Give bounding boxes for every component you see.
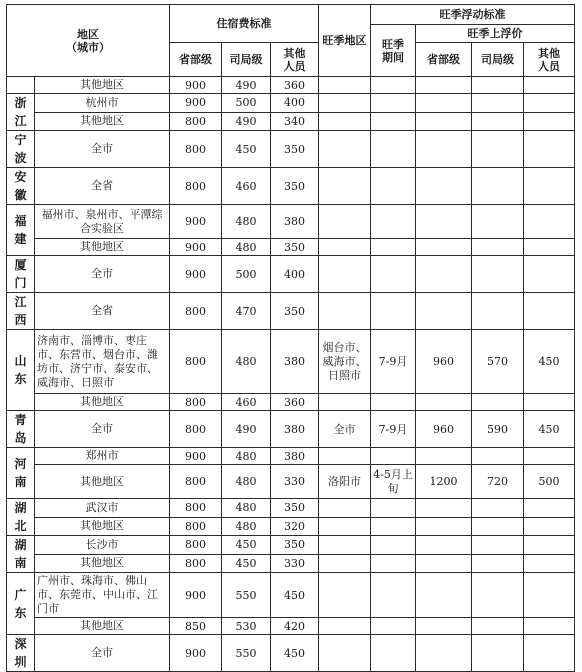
peak-other-rate xyxy=(524,94,575,113)
peak-other-rate xyxy=(524,77,575,94)
peak-region-cell xyxy=(319,394,371,411)
ministerial-rate: 800 xyxy=(170,330,222,394)
peak-ministerial-rate xyxy=(416,293,472,330)
ministerial-rate: 900 xyxy=(170,448,222,465)
other-rate: 420 xyxy=(271,618,319,635)
peak-period-cell xyxy=(371,94,416,113)
other-rate: 330 xyxy=(271,554,319,573)
ministerial-rate: 800 xyxy=(170,517,222,536)
table-row xyxy=(7,94,575,113)
other-rate: 360 xyxy=(271,394,319,411)
other-rate: 350 xyxy=(271,239,319,256)
peak-ministerial-rate xyxy=(416,635,472,672)
peak-region-cell xyxy=(319,499,371,518)
province-label: 山东 xyxy=(14,354,27,386)
peak-ministerial-rate: 960 xyxy=(416,330,472,394)
peak-period-cell xyxy=(371,635,416,672)
header-peak-col: 其他 人员 xyxy=(524,43,575,77)
ministerial-rate: 900 xyxy=(170,573,222,618)
ministerial-rate: 800 xyxy=(170,168,222,205)
peak-bureau-rate xyxy=(472,618,524,635)
area-cell: 其他地区 xyxy=(35,394,170,411)
ministerial-rate: 900 xyxy=(170,77,222,94)
bureau-rate: 530 xyxy=(222,618,271,635)
province-label: 深圳 xyxy=(14,637,27,669)
ministerial-rate: 800 xyxy=(170,131,222,168)
other-rate: 350 xyxy=(271,168,319,205)
peak-bureau-rate: 720 xyxy=(472,465,524,499)
table-row xyxy=(7,618,575,635)
peak-region-cell xyxy=(319,635,371,672)
table-row xyxy=(7,77,575,94)
ministerial-rate: 800 xyxy=(170,499,222,518)
peak-region-cell xyxy=(319,205,371,239)
peak-period-cell xyxy=(371,448,416,465)
area-cell: 长沙市 xyxy=(35,536,170,555)
province-cell xyxy=(7,330,35,411)
bureau-rate: 450 xyxy=(222,536,271,555)
area-cell: 其他地区 xyxy=(35,618,170,635)
peak-bureau-rate xyxy=(472,131,524,168)
ministerial-rate: 900 xyxy=(170,239,222,256)
peak-other-rate xyxy=(524,618,575,635)
ministerial-rate: 900 xyxy=(170,635,222,672)
bureau-rate: 490 xyxy=(222,77,271,94)
bureau-rate: 480 xyxy=(222,330,271,394)
peak-ministerial-rate xyxy=(416,239,472,256)
peak-period-cell xyxy=(371,131,416,168)
peak-other-rate: 450 xyxy=(524,411,575,448)
peak-bureau-rate xyxy=(472,168,524,205)
province-cell xyxy=(7,256,35,293)
ministerial-rate: 800 xyxy=(170,465,222,499)
other-rate: 320 xyxy=(271,517,319,536)
peak-region-cell xyxy=(319,112,371,131)
peak-ministerial-rate: 1200 xyxy=(416,465,472,499)
peak-bureau-rate: 590 xyxy=(472,411,524,448)
peak-period-cell xyxy=(371,205,416,239)
peak-ministerial-rate xyxy=(416,573,472,618)
province-label: 厦门 xyxy=(14,258,27,290)
area-cell: 全省 xyxy=(35,293,170,330)
peak-period-cell: 7-9月 xyxy=(371,411,416,448)
peak-period-cell: 4-5月上旬 xyxy=(371,465,416,499)
table-row xyxy=(7,448,575,465)
peak-other-rate xyxy=(524,573,575,618)
bureau-rate: 550 xyxy=(222,635,271,672)
peak-other-rate xyxy=(524,239,575,256)
other-rate: 380 xyxy=(271,411,319,448)
peak-period-cell xyxy=(371,573,416,618)
peak-region-cell xyxy=(319,256,371,293)
peak-ministerial-rate xyxy=(416,77,472,94)
table-body xyxy=(7,77,575,672)
peak-other-rate xyxy=(524,112,575,131)
province-cell xyxy=(7,205,35,256)
other-rate: 380 xyxy=(271,205,319,239)
peak-other-rate xyxy=(524,635,575,672)
header-peak-col: 司局级 xyxy=(472,43,524,77)
bureau-rate: 450 xyxy=(222,131,271,168)
peak-ministerial-rate xyxy=(416,205,472,239)
area-cell: 杭州市 xyxy=(35,94,170,113)
lodging-standards-table-wrap xyxy=(6,4,575,672)
area-cell: 郑州市 xyxy=(35,448,170,465)
peak-ministerial-rate xyxy=(416,256,472,293)
ministerial-rate: 900 xyxy=(170,256,222,293)
peak-period-cell xyxy=(371,499,416,518)
other-rate: 450 xyxy=(271,573,319,618)
province-cell xyxy=(7,448,35,499)
other-rate: 380 xyxy=(271,330,319,394)
area-cell: 全市 xyxy=(35,635,170,672)
header-region: 地区 （城市） xyxy=(7,5,170,77)
peak-other-rate xyxy=(524,168,575,205)
bureau-rate: 480 xyxy=(222,465,271,499)
bureau-rate: 460 xyxy=(222,168,271,205)
peak-other-rate: 500 xyxy=(524,465,575,499)
area-cell: 其他地区 xyxy=(35,517,170,536)
peak-bureau-rate xyxy=(472,205,524,239)
other-rate: 330 xyxy=(271,465,319,499)
province-label: 福建 xyxy=(14,214,27,246)
province-label: 江西 xyxy=(14,295,27,327)
peak-bureau-rate xyxy=(472,635,524,672)
header-peak-region: 旺季地区 xyxy=(319,5,371,77)
peak-other-rate xyxy=(524,536,575,555)
peak-period-cell: 7-9月 xyxy=(371,330,416,394)
peak-ministerial-rate xyxy=(416,499,472,518)
header-peak-col: 省部级 xyxy=(416,43,472,77)
other-rate: 380 xyxy=(271,448,319,465)
other-rate: 340 xyxy=(271,112,319,131)
bureau-rate: 490 xyxy=(222,411,271,448)
peak-other-rate xyxy=(524,554,575,573)
peak-other-rate: 450 xyxy=(524,330,575,394)
peak-period-cell xyxy=(371,394,416,411)
table-row xyxy=(7,112,575,131)
peak-ministerial-rate xyxy=(416,554,472,573)
other-rate: 350 xyxy=(271,499,319,518)
peak-region-cell: 烟台市、威海市、日照市 xyxy=(319,330,371,394)
bureau-rate: 480 xyxy=(222,448,271,465)
table-row xyxy=(7,411,575,448)
area-cell: 福州市、泉州市、平潭综合实验区 xyxy=(35,205,170,239)
area-cell: 其他地区 xyxy=(35,112,170,131)
peak-ministerial-rate xyxy=(416,94,472,113)
area-cell: 全市 xyxy=(35,411,170,448)
ministerial-rate: 850 xyxy=(170,618,222,635)
peak-region-cell xyxy=(319,94,371,113)
table-row xyxy=(7,465,575,499)
peak-bureau-rate xyxy=(472,499,524,518)
table-row xyxy=(7,239,575,256)
peak-region-cell: 洛阳市 xyxy=(319,465,371,499)
bureau-rate: 480 xyxy=(222,205,271,239)
area-cell: 全市 xyxy=(35,256,170,293)
peak-period-cell xyxy=(371,239,416,256)
peak-region-cell: 全市 xyxy=(319,411,371,448)
peak-region-cell xyxy=(319,131,371,168)
table-row xyxy=(7,499,575,518)
peak-bureau-rate: 570 xyxy=(472,330,524,394)
peak-ministerial-rate xyxy=(416,112,472,131)
peak-period-cell xyxy=(371,536,416,555)
other-rate: 400 xyxy=(271,256,319,293)
ministerial-rate: 800 xyxy=(170,112,222,131)
peak-ministerial-rate xyxy=(416,517,472,536)
header-lodging: 住宿费标准 xyxy=(170,5,319,43)
peak-period-cell xyxy=(371,112,416,131)
area-cell: 济南市、淄博市、枣庄市、东营市、烟台市、潍坊市、济宁市、泰安市、威海市、日照市 xyxy=(35,330,170,394)
ministerial-rate: 900 xyxy=(170,94,222,113)
table-row xyxy=(7,168,575,205)
header-lodging-col: 省部级 xyxy=(170,43,222,77)
province-cell xyxy=(7,94,35,131)
province-cell xyxy=(7,499,35,536)
peak-ministerial-rate xyxy=(416,618,472,635)
peak-bureau-rate xyxy=(472,448,524,465)
peak-bureau-rate xyxy=(472,77,524,94)
bureau-rate: 480 xyxy=(222,499,271,518)
peak-region-cell xyxy=(319,239,371,256)
peak-other-rate xyxy=(524,394,575,411)
peak-region-cell xyxy=(319,618,371,635)
lodging-standards-table xyxy=(6,4,575,672)
peak-other-rate xyxy=(524,256,575,293)
ministerial-rate: 800 xyxy=(170,554,222,573)
peak-region-cell xyxy=(319,517,371,536)
table-row xyxy=(7,536,575,555)
table-row xyxy=(7,330,575,394)
area-cell: 全省 xyxy=(35,168,170,205)
peak-bureau-rate xyxy=(472,94,524,113)
other-rate: 450 xyxy=(271,635,319,672)
area-cell: 其他地区 xyxy=(35,554,170,573)
peak-period-cell xyxy=(371,168,416,205)
province-cell xyxy=(7,573,35,635)
bureau-rate: 550 xyxy=(222,573,271,618)
peak-ministerial-rate xyxy=(416,448,472,465)
header-peak-float: 旺季浮动标准 xyxy=(371,5,575,25)
area-cell: 广州市、珠海市、佛山市、东莞市、中山市、江门市 xyxy=(35,573,170,618)
peak-bureau-rate xyxy=(472,112,524,131)
area-cell: 其他地区 xyxy=(35,465,170,499)
peak-bureau-rate xyxy=(472,554,524,573)
peak-bureau-rate xyxy=(472,256,524,293)
province-cell xyxy=(7,131,35,168)
ministerial-rate: 900 xyxy=(170,205,222,239)
table-row xyxy=(7,293,575,330)
table-row xyxy=(7,573,575,618)
table-row xyxy=(7,131,575,168)
peak-other-rate xyxy=(524,499,575,518)
peak-ministerial-rate xyxy=(416,536,472,555)
peak-period-cell xyxy=(371,256,416,293)
peak-other-rate xyxy=(524,293,575,330)
province-label: 青岛 xyxy=(14,413,27,445)
province-label: 湖南 xyxy=(14,538,27,570)
table-row xyxy=(7,517,575,536)
peak-period-cell xyxy=(371,77,416,94)
bureau-rate: 500 xyxy=(222,94,271,113)
province-cell xyxy=(7,411,35,448)
table-header xyxy=(7,5,575,77)
bureau-rate: 490 xyxy=(222,112,271,131)
area-cell: 其他地区 xyxy=(35,239,170,256)
bureau-rate: 480 xyxy=(222,239,271,256)
province-cell xyxy=(7,77,35,94)
province-cell xyxy=(7,536,35,573)
ministerial-rate: 800 xyxy=(170,411,222,448)
area-cell: 全市 xyxy=(35,131,170,168)
peak-ministerial-rate: 960 xyxy=(416,411,472,448)
bureau-rate: 480 xyxy=(222,517,271,536)
peak-region-cell xyxy=(319,168,371,205)
ministerial-rate: 800 xyxy=(170,536,222,555)
header-lodging-col: 司局级 xyxy=(222,43,271,77)
header-peak-price: 旺季上浮价 xyxy=(416,25,575,43)
peak-bureau-rate xyxy=(472,536,524,555)
province-cell xyxy=(7,635,35,672)
bureau-rate: 460 xyxy=(222,394,271,411)
province-label: 宁波 xyxy=(14,133,27,165)
header-lodging-col: 其他 人员 xyxy=(271,43,319,77)
peak-period-cell xyxy=(371,554,416,573)
peak-bureau-rate xyxy=(472,394,524,411)
table-row xyxy=(7,256,575,293)
peak-period-cell xyxy=(371,517,416,536)
peak-ministerial-rate xyxy=(416,168,472,205)
table-row xyxy=(7,635,575,672)
province-cell xyxy=(7,293,35,330)
bureau-rate: 450 xyxy=(222,554,271,573)
other-rate: 400 xyxy=(271,94,319,113)
bureau-rate: 500 xyxy=(222,256,271,293)
peak-other-rate xyxy=(524,448,575,465)
peak-other-rate xyxy=(524,205,575,239)
peak-period-cell xyxy=(371,618,416,635)
peak-region-cell xyxy=(319,536,371,555)
peak-region-cell xyxy=(319,77,371,94)
ministerial-rate: 800 xyxy=(170,394,222,411)
peak-bureau-rate xyxy=(472,239,524,256)
peak-region-cell xyxy=(319,293,371,330)
other-rate: 350 xyxy=(271,536,319,555)
province-label: 湖北 xyxy=(14,501,27,533)
province-label: 安徽 xyxy=(14,170,27,202)
ministerial-rate: 800 xyxy=(170,293,222,330)
table-row xyxy=(7,205,575,239)
peak-period-cell xyxy=(371,293,416,330)
peak-ministerial-rate xyxy=(416,131,472,168)
province-label: 广东 xyxy=(14,587,27,620)
other-rate: 350 xyxy=(271,131,319,168)
peak-region-cell xyxy=(319,573,371,618)
table-row xyxy=(7,394,575,411)
province-label: 河南 xyxy=(14,457,27,489)
other-rate: 350 xyxy=(271,293,319,330)
area-cell: 其他地区 xyxy=(35,77,170,94)
peak-other-rate xyxy=(524,131,575,168)
peak-other-rate xyxy=(524,517,575,536)
bureau-rate: 470 xyxy=(222,293,271,330)
table-row xyxy=(7,554,575,573)
peak-bureau-rate xyxy=(472,517,524,536)
province-label: 浙江 xyxy=(14,96,27,128)
area-cell: 武汉市 xyxy=(35,499,170,518)
province-cell xyxy=(7,168,35,205)
peak-bureau-rate xyxy=(472,293,524,330)
peak-bureau-rate xyxy=(472,573,524,618)
peak-region-cell xyxy=(319,554,371,573)
peak-ministerial-rate xyxy=(416,394,472,411)
peak-region-cell xyxy=(319,448,371,465)
other-rate: 360 xyxy=(271,77,319,94)
header-peak-period: 旺季 期间 xyxy=(371,25,416,77)
